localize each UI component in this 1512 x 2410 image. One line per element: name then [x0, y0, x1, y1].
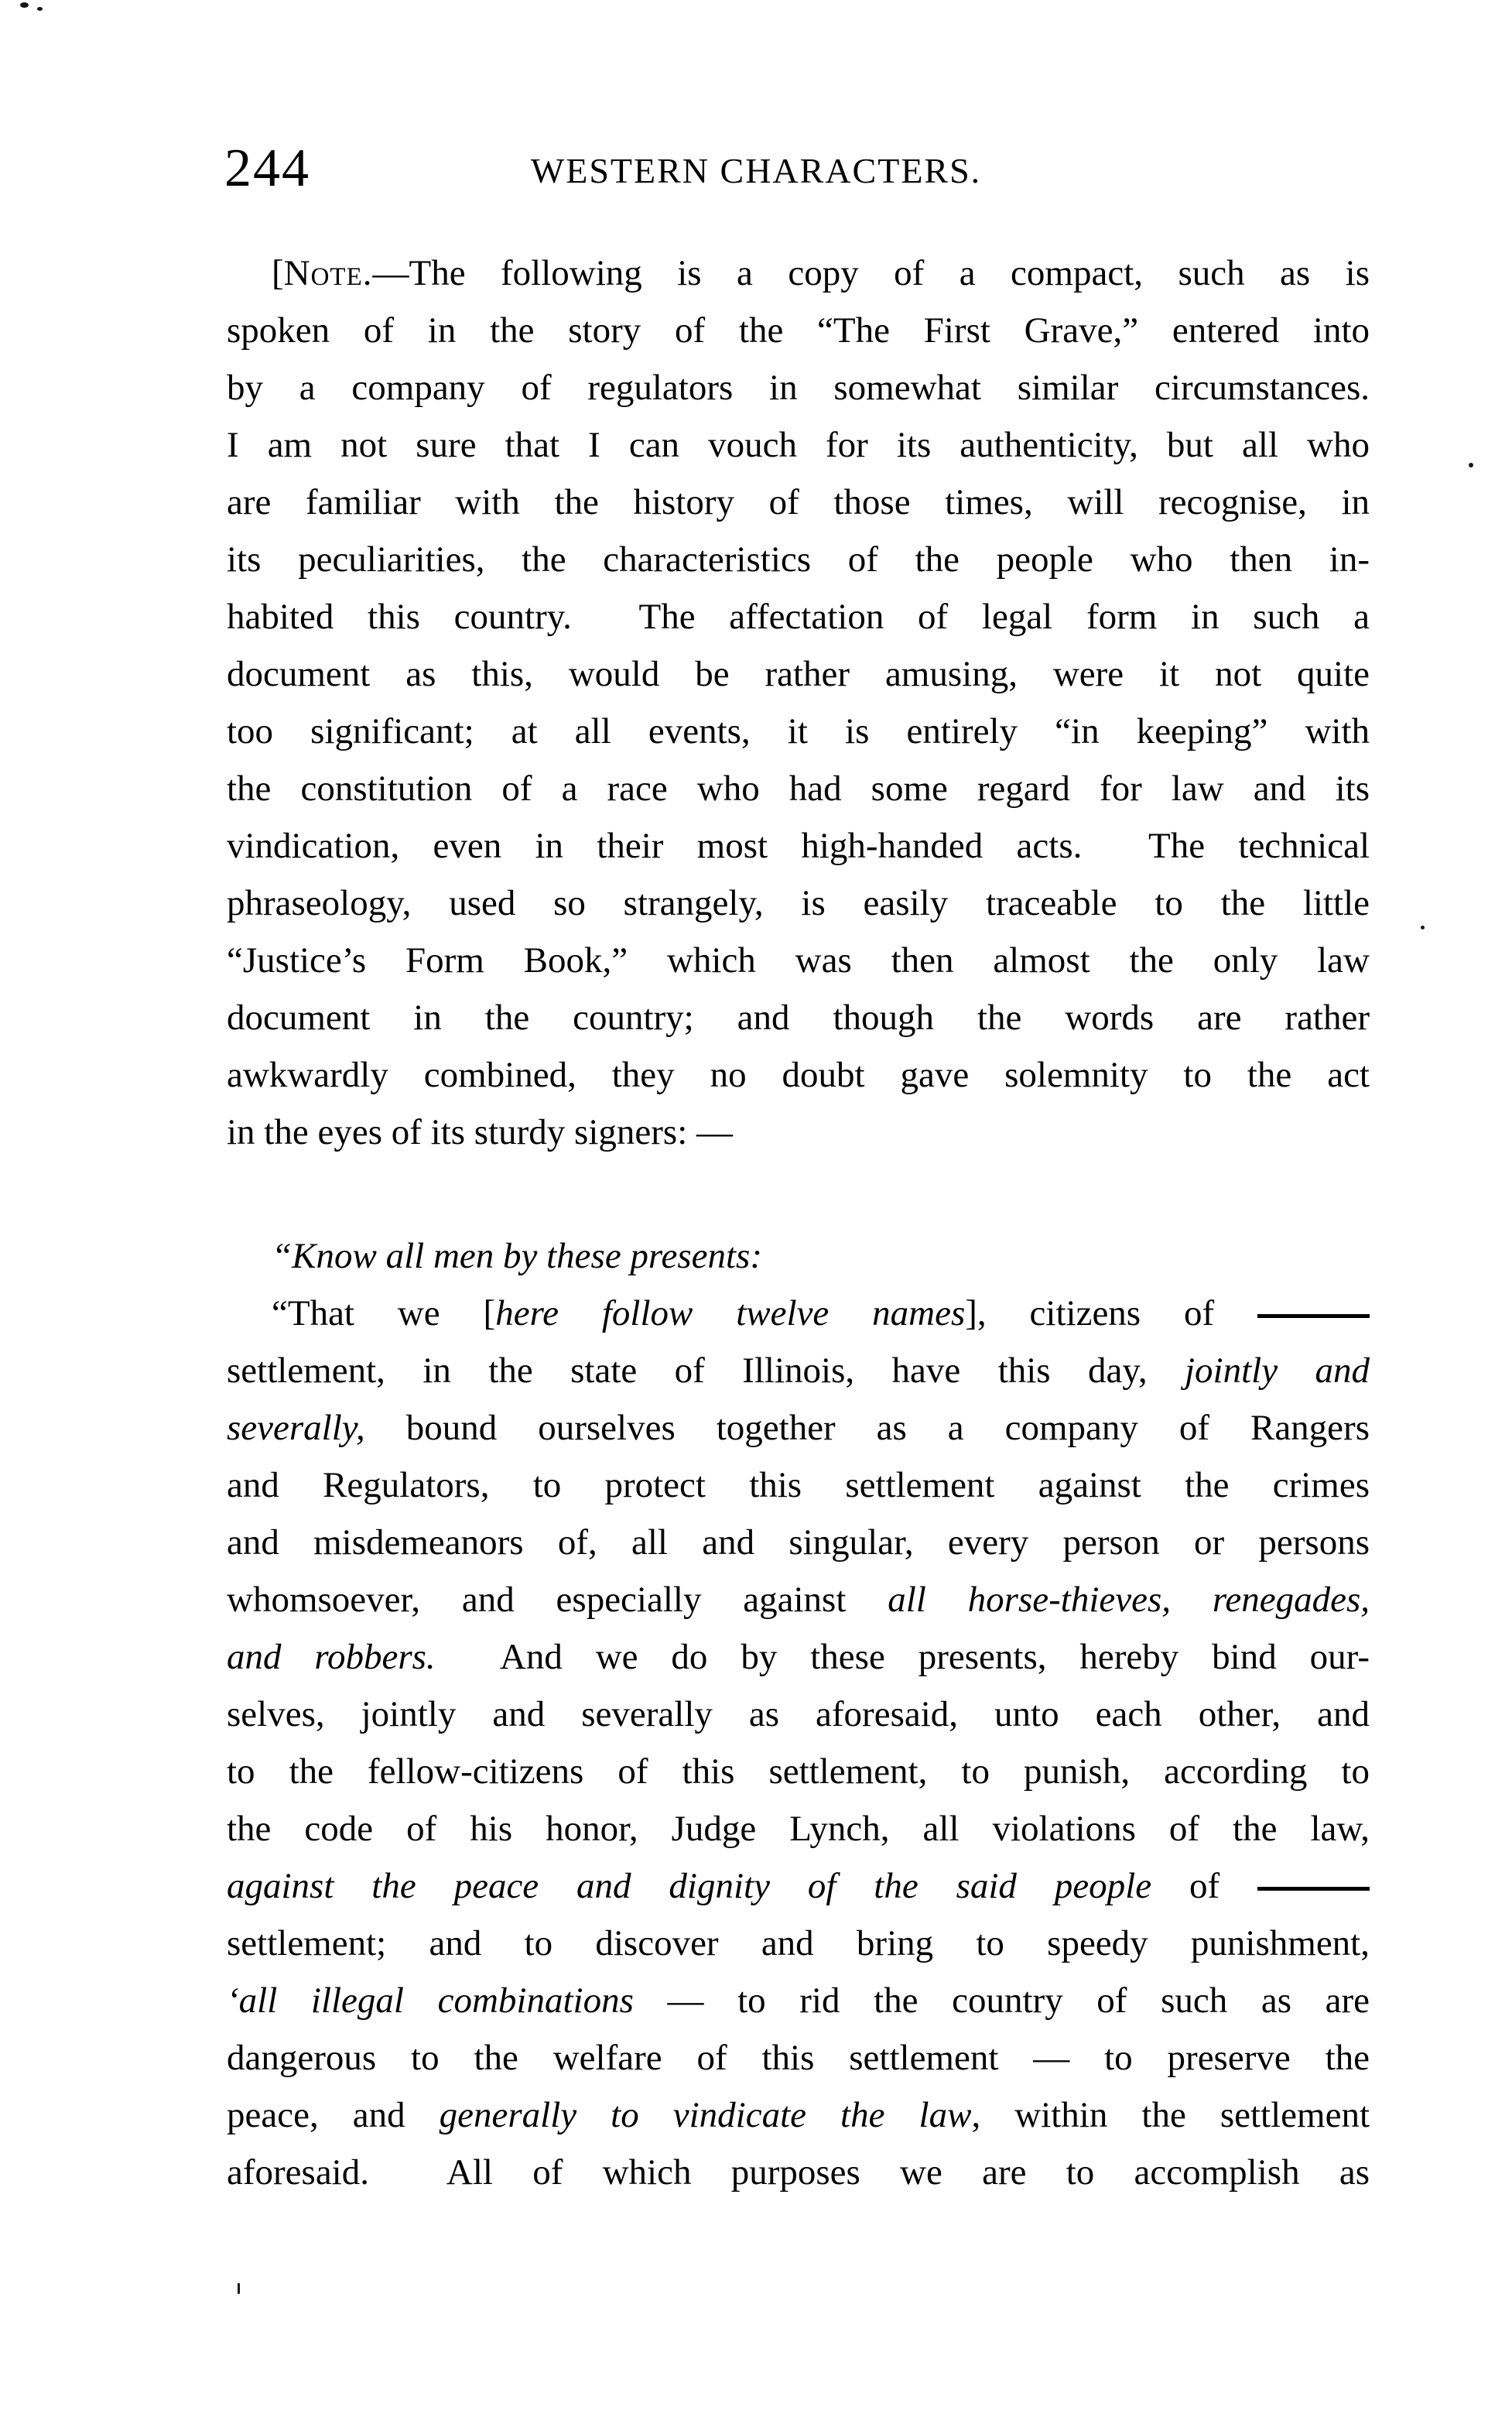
running-head-title: WESTERN CHARACTERS.: [530, 151, 982, 190]
scan-artifact: [20, 2, 29, 8]
text-line: [227, 1743, 1370, 1800]
text-segment: “Know all men by these presents:: [272, 1236, 762, 1276]
scan-artifact: [238, 2283, 240, 2294]
text-segment: its peculiarities, the characteristics of the people who then in-: [227, 539, 1370, 580]
text-segment: phraseology, used so strangely, is easily traceable to the little: [227, 883, 1370, 923]
text-segment: the constitution of a race who had some regard for law and its: [227, 769, 1370, 809]
text-line: [227, 1628, 1370, 1686]
scan-artifact: [1421, 926, 1425, 929]
text-segment: against the peace and dignity of the said people: [227, 1866, 1152, 1906]
text-segment: too significant; at all events, it is entirely “in keeping” with: [227, 711, 1370, 751]
text-line: [227, 1104, 1370, 1161]
text-segment: And we do by these presents, hereby bind our-: [435, 1637, 1370, 1677]
text-line: [227, 1514, 1370, 1571]
text-segment: dangerous to the welfare of this settlement — to preserve the: [227, 2038, 1370, 2078]
text-segment: are familiar with the history of those times, will recognise, in: [227, 482, 1370, 522]
text-line: [227, 1285, 1370, 1342]
text-segment: awkwardly combined, they no doubt gave solemnity to the act: [227, 1055, 1370, 1095]
text-line: [227, 1571, 1370, 1628]
text-line: [227, 645, 1370, 703]
text-segment: peace, and: [227, 2095, 440, 2135]
text-line: [227, 1857, 1370, 1915]
text-line: [227, 245, 1370, 302]
text-line: [227, 1227, 1370, 1285]
text-line: [227, 875, 1370, 932]
text-line: [227, 989, 1370, 1046]
text-segment: spoken of in the story of the “The First Grave,” entered into: [227, 310, 1370, 351]
text-segment: document in the country; and though the words are rather: [227, 998, 1370, 1038]
text-segment: “Justice’s Form Book,” which was then almost the only law: [227, 940, 1370, 981]
text-line: [227, 302, 1370, 359]
text-segment: the code of his honor, Judge Lynch, all violations of the law,: [227, 1809, 1370, 1849]
text-line: [227, 1972, 1370, 2029]
text-segment: habited this country. The affectation of legal form in such a: [227, 597, 1370, 637]
text-segment: all horse-thieves, renegades,: [888, 1580, 1370, 1620]
text-segment: whomsoever, and especially against: [227, 1580, 888, 1620]
page-body: [227, 245, 1370, 2201]
text-line: [227, 359, 1370, 416]
text-segment: severally,: [227, 1408, 365, 1448]
page-number: 244: [224, 139, 310, 198]
blank-name-rule: [1257, 1887, 1370, 1891]
note-paragraph: [227, 245, 1370, 1161]
text-segment: I am not sure that I can vouch for its authenticity, but all who: [227, 425, 1370, 465]
text-segment: and misdemeanors of, all and singular, every person or persons: [227, 1522, 1370, 1563]
text-line: [227, 416, 1370, 474]
text-line: [227, 474, 1370, 531]
compact-quotation: [227, 1227, 1370, 2201]
text-line: [227, 1686, 1370, 1743]
text-line: [227, 588, 1370, 645]
text-segment: aforesaid. All of which purposes we are to accomplish as: [227, 2152, 1370, 2193]
text-segment: vindication, even in their most high-handed acts. The technical: [227, 826, 1370, 866]
text-line: [227, 1800, 1370, 1857]
scan-artifact: [1469, 463, 1473, 467]
text-segment: and Regulators, to protect this settlement against the crimes: [227, 1465, 1370, 1505]
text-segment: , within the settlement: [971, 2095, 1370, 2135]
text-segment: and robbers.: [227, 1637, 436, 1677]
text-segment: Note.: [283, 253, 373, 293]
text-line: [227, 2144, 1370, 2201]
text-segment: to the fellow-citizens of this settlement, to punish, according to: [227, 1751, 1370, 1792]
text-segment: ], citizens of: [965, 1293, 1257, 1333]
text-segment: document as this, would be rather amusing, were it not quite: [227, 654, 1370, 694]
text-segment: selves, jointly and severally as aforesaid, unto each other, and: [227, 1694, 1370, 1734]
text-line: [227, 817, 1370, 875]
text-line: [227, 1457, 1370, 1514]
text-segment: —The following is a copy of a compact, such as is: [372, 253, 1370, 293]
text-segment: here follow twelve names: [495, 1293, 966, 1333]
text-line: [227, 1342, 1370, 1399]
blank-name-rule: [1257, 1314, 1370, 1318]
text-segment: generally to vindicate the law: [439, 2095, 972, 2135]
text-line: [227, 2086, 1370, 2144]
text-segment: bound ourselves together as a company of Rangers: [364, 1408, 1370, 1448]
text-segment: settlement; and to discover and bring to speedy punishment,: [227, 1923, 1370, 1963]
text-segment: ‘all illegal combinations: [227, 1980, 634, 2021]
text-segment: “That we [: [272, 1293, 496, 1333]
text-line: [227, 2029, 1370, 2086]
text-segment: of: [1151, 1866, 1257, 1906]
text-line: [227, 760, 1370, 817]
text-line: [227, 1915, 1370, 1972]
text-line: [227, 932, 1370, 989]
text-line: [227, 1046, 1370, 1104]
text-segment: — to rid the country of such as are: [633, 1980, 1370, 2021]
text-segment: jointly and: [1184, 1350, 1370, 1391]
text-segment: by a company of regulators in somewhat similar circumstances.: [227, 368, 1370, 408]
text-segment: [: [272, 253, 284, 293]
text-segment: settlement, in the state of Illinois, have this day,: [227, 1350, 1185, 1391]
text-segment: in the eyes of its sturdy signers: —: [227, 1112, 734, 1152]
scan-artifact: [37, 7, 43, 11]
text-line: [227, 1399, 1370, 1457]
text-line: [227, 703, 1370, 760]
text-line: [227, 531, 1370, 588]
